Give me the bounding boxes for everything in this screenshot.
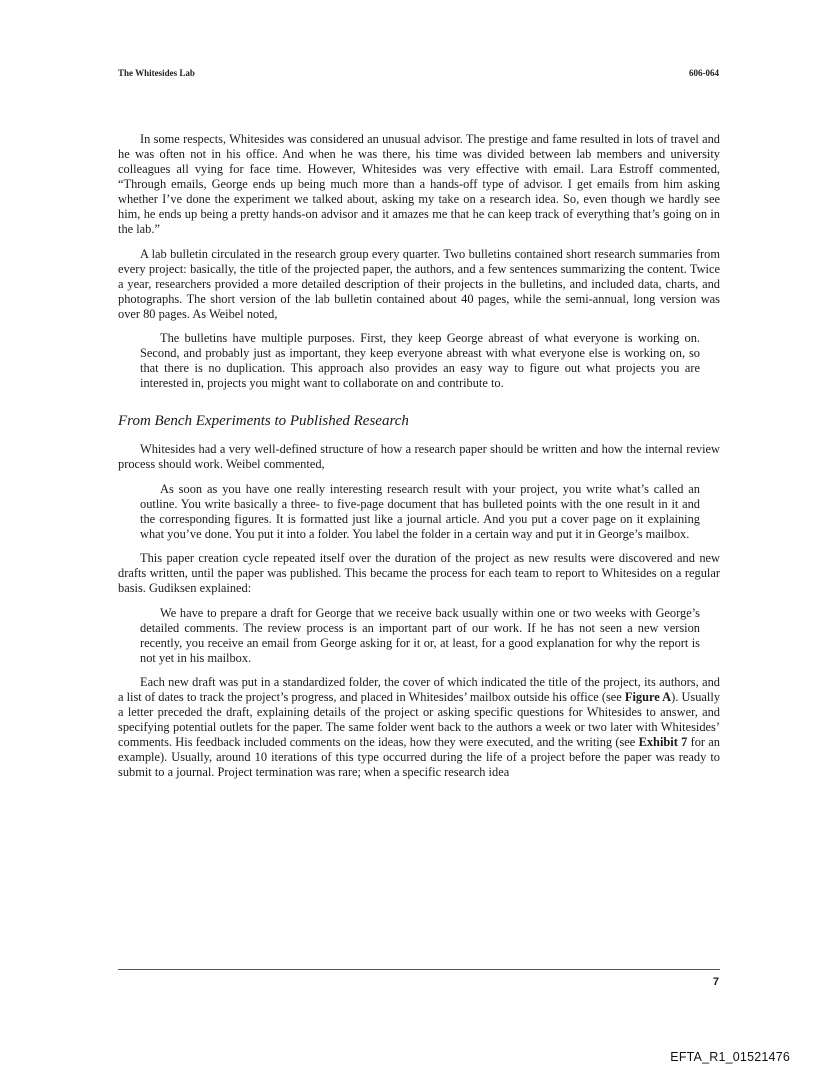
figure-reference: Figure A [624,690,672,704]
quote-text: We have to prepare a draft for George that we receive back usually within one or two weeks with George’s detailed comments. The review process is an important part of our work. If he has not seen a new version recently, you receive an email from George asking for it or, at least, for a good explanation for why the report is not yet in his mailbox. [140,605,700,665]
text-run: for an example). Usually, around 10 iterations of this type occurred during the life of a project before the paper was ready to submit to a journal. Project termination was rare; when a specific research idea [118,735,720,779]
section-heading: From Bench Experiments to Published Research [118,413,409,429]
quote-text: The bulletins have multiple purposes. First, they keep George abreast of what everyone is working on. Second, and probably just as important, they keep everyone abreast with what everyone else is working on, so that there is no duplication. This approach also provides an easy way to figure out what projects you are interested in, projects you might want to collaborate on and contribute to. [140,331,700,390]
paragraph: A lab bulletin circulated in the research group every quarter. Two bulletins contained short research summaries from every project: basically, the title of the projected paper, the authors, and a few sentences summarizing the content. Twice a year, researchers provided a more detailed description of their projects in the bulletins, and included data, charts, and photographs. The short version of the lab bulletin contained about 40 pages, while the semi-annual, long version was over 80 pages. As Weibel noted, [118,246,720,321]
block-quote [140,331,700,391]
document-stamp: EFTA_R1_01521476 [670,1050,790,1064]
paragraph: This paper creation cycle repeated itself over the duration of the project as new results were discovered and new drafts written, until the paper was published. This became the process for each team to report to Whitesides on a regular basis. Gudiksen explained: [118,551,720,595]
page-number: 7 [712,976,719,988]
paragraph [118,675,720,780]
text-run: Each new draft was put in a standardized folder, the cover of which indicated the title of the project, its authors, and a list of dates to track the project’s progress, and placed in Whitesides’ mailbox outside his office (see [118,675,720,704]
footer-rule [118,969,720,970]
case-number: 606-064 [689,68,719,78]
quote-text: As soon as you have one really interesting research result with your project, you write what’s called an outline. You write basically a three- to five-page document that has bulleted points with the one result in it and the corresponding figures. It is formatted just like a journal article. And you put a cover page on it explaining what you’ve done. You put it into a folder. You label the folder in a certain way and put it in George’s mailbox. [140,481,700,541]
document-body [118,132,720,790]
block-quote [140,482,700,542]
exhibit-reference: Exhibit 7 [638,735,688,749]
block-quote [140,606,700,666]
paragraph: In some respects, Whitesides was considered an unusual advisor. The prestige and fame resulted in lots of travel and he was often not in his office. And when he was there, his time was divided between lab members and university colleagues all vying for face time. However, Whitesides was very effective with email. Lara Estroff commented, “Through emails, George ends up being much more than a hands-off type of advisor. I get emails from him asking whether I’ve done the experiment we talked about, asking my take on a research idea. So, even though we hardly see him, he ends up being a pretty hands-on advisor and it amazes me that he can keep track of everything that’s going on in the lab.” [118,132,720,236]
text-run: ). Usually a letter preceded the draft, explaining details of the project or asking specific questions for Whitesides to answer, and specifying potential outlets for the paper. The same folder went back to the authors a week or two later with Whitesides’ comments. His feedback included comments on the ideas, how they were executed, and the writing (see [118,690,721,749]
paragraph: Whitesides had a very well-defined structure of how a research paper should be written and how the internal review process should work. Weibel commented, [118,442,720,471]
running-header-title: The Whitesides Lab [118,68,195,78]
